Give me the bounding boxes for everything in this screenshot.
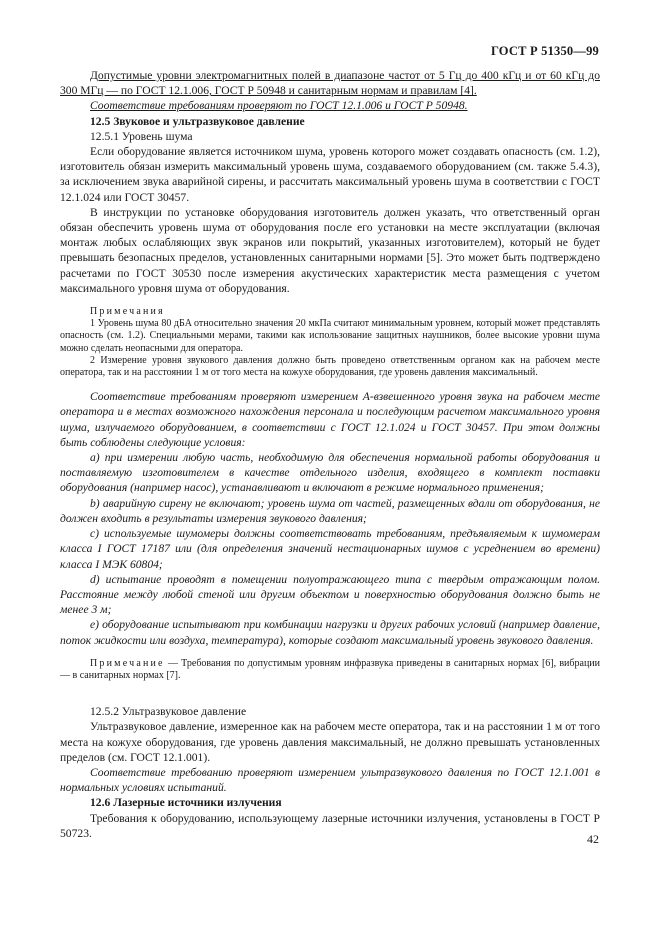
note-label: Примечание	[90, 657, 165, 669]
page-number: 42	[587, 832, 599, 846]
paragraph-laser: Требования к оборудованию, использующему лазерные источники излучения, установлены в ГОСТ Р 50723.	[60, 811, 600, 840]
notes-title: Примечания	[90, 306, 165, 318]
compliance-noise-intro: Соответствие требованиям проверяют измерением А-взвешенного уровня звука на рабочем месте оператора и в местах возможного нахождения персонала и последующим расчетом максимального уровня шума, излучаемого оборудованием, в соответствии с ГОСТ 12.1.024 и ГОСТ 30457. При этом должны быть соблюдены следующие условия:	[60, 390, 600, 449]
note-infrasound	[60, 658, 600, 682]
note-1: 1 Уровень шума 80 дБA относительно значения 20 мкПа считают минимальным уровнем, который может представлять опасность (см. 1.2). Специальными мерами, такими как использование защитных наушников, более высокие уровни шума можно сделать неопасными для оператора.	[60, 318, 600, 354]
note-2: 2 Измерение уровня звукового давления должно быть проведено ответственным органом как на рабочем месте оператора, так и на расстоянии 1 м от того места на кожухе оборудования, где уровень давления максимальный.	[60, 354, 600, 379]
paragraph-em-fields: Допустимые уровни электромагнитных полей в диапазоне частот от 5 Гц до 400 кГц и от 60 кГц до 300 МГц — по ГОСТ 12.1.006, ГОСТ Р 50948 и санитарным нормам и правилам [4].	[60, 69, 600, 98]
paragraph-noise-source: Если оборудование является источником шума, уровень которого может создавать опасность (см. 1.2), изготовитель обязан измерить максимальный уровень шума, создаваемого оборудованием (см. также 5.4.3), за исключением звука аварийной сирены, и рассчитать максимальный уровень шума в соответствии с ГОСТ 12.1.024 или ГОСТ 30457.	[60, 145, 600, 204]
condition-a: а) при измерении любую часть, необходимую для обеспечения нормальной работы оборудования и поставляемую изготовителем в качестве отдельного изделия, входящего в комплект поставки оборудования (например насос), устанавливают и включают в режиме нормального применения;	[60, 451, 600, 495]
condition-b: b) аварийную сирену не включают; уровень шума от частей, размещенных вдали от оборудования, не должен входить в результаты измерения звукового давления;	[60, 496, 600, 525]
note-text: — Требования по допустимым уровням инфразвука приведены в санитарных нормах [6], вибрации — в санитарных нормах [7].	[60, 657, 600, 681]
condition-c: c) используемые шумомеры должны соответствовать требованиям, предъявляемым к шумомерам класса I ГОСТ 17187 или (для определения значений нестационарных шумов с усреднением во времени) класса I МЭК 60804;	[60, 527, 600, 571]
compliance-ultrasound: Соответствие требованию проверяют измерением ультразвукового давления по ГОСТ 12.1.001 в нормальных условиях испытаний.	[60, 765, 600, 795]
condition-d: d) испытание проводят в помещении полуотражающего типа с твердым отражающим полом. Расстояние между любой стеной или другим объектом и поверхностью оборудования должно быть не менее 3 м;	[60, 572, 600, 617]
section-12-5-heading: 12.5 Звуковое и ультразвуковое давление	[90, 114, 305, 128]
section-12-5-2-heading: 12.5.2 Ультразвуковое давление	[90, 705, 247, 719]
notes-block	[60, 306, 600, 379]
compliance-em-fields: Соответствие требованиям проверяют по ГОСТ 12.1.006 и ГОСТ Р 50948.	[90, 99, 468, 113]
section-12-5-1-heading: 12.5.1 Уровень шума	[90, 129, 193, 143]
page-content	[60, 68, 600, 841]
standard-header: ГОСТ Р 51350—99	[490, 44, 599, 58]
section-12-6-heading: 12.6 Лазерные источники излучения	[90, 796, 282, 810]
paragraph-ultrasound: Ультразвуковое давление, измеренное как на рабочем месте оператора, так и на расстоянии 1 м от того места на кожухе оборудования, где уровень давления максимальный, не должно превышать установленных пределов (см. ГОСТ 12.1.001).	[60, 720, 600, 764]
paragraph-installation-instructions: В инструкции по установке оборудования изготовитель должен указать, что ответственный орган обязан обеспечить уровень шума от оборудования после его установки на месте эксплуатации (включая монтаж любых ослабляющих звук экранов или покрытий, указанных изготовителем), который не будет превышать безопасных пределов, установленных санитарными нормами [5]. Это может быть подтверждено расчетами по ГОСТ 30530 после измерения акустических характеристик места размещения с учетом максимального уровня шума от оборудования.	[60, 205, 600, 295]
condition-e: e) оборудование испытывают при комбинации нагрузки и других рабочих условий (например давление, поток жидкости или воздуха, температура), которые создают максимальный уровень звукового давления.	[60, 618, 600, 647]
compliance-noise-block	[60, 389, 600, 647]
